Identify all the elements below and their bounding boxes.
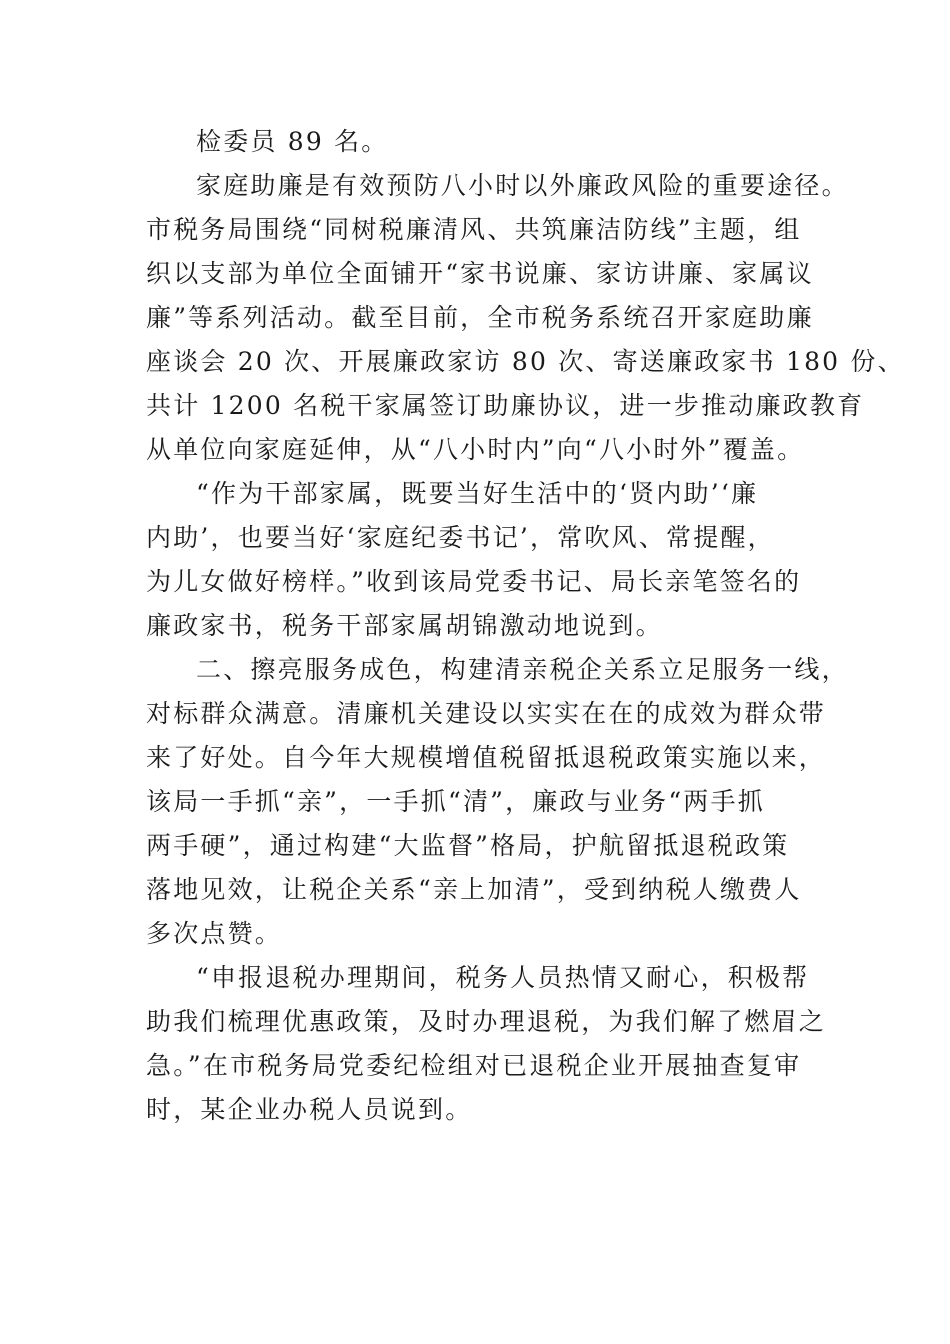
text-line: 织以支部为单位全面铺开“家书说廉、家访讲廉、家属议	[146, 259, 814, 288]
text-line: 内助’，也要当好‘家庭纪委书记’，常吹风、常提醒，	[146, 523, 775, 552]
text-line: 落地见效，让税企关系“亲上加清”，受到纳税人缴费人	[146, 875, 802, 904]
text-line: 共计 1200 名税干家属签订助廉协议，进一步推动廉政教育	[146, 391, 865, 420]
text-line: 检委员 89 名。	[196, 127, 389, 156]
section-heading-line: 二、擦亮服务成色，构建清亲税企关系立足服务一线，	[196, 655, 849, 684]
paragraph-start-line: “作为干部家属，既要当好生活中的‘贤内助’‘廉	[196, 479, 759, 508]
text-line: 来了好处。自今年大规模增值税留抵退税政策实施以来，	[146, 743, 827, 772]
text-line: 时，某企业办税人员说到。	[146, 1095, 473, 1124]
text-line: 两手硬”，通过构建“大监督”格局，护航留抵退税政策	[146, 831, 790, 860]
text-line: 市税务局围绕“同树税廉清风、共筑廉洁防线”主题，组	[146, 215, 802, 244]
document-body	[146, 120, 905, 1132]
paragraph-start-line: “申报退税办理期间，税务人员热情又耐心，积极帮	[196, 963, 810, 992]
text-line: 急。”在市税务局党委纪检组对已退税企业开展抽查复审	[146, 1051, 802, 1080]
text-line: 座谈会 20 次、开展廉政家访 80 次、寄送廉政家书 180 份、	[146, 347, 905, 376]
text-line: 该局一手抓“亲”，一手抓“清”，廉政与业务“两手抓	[146, 787, 765, 816]
paragraph-start-line: 家庭助廉是有效预防八小时以外廉政风险的重要途径。	[196, 171, 849, 200]
text-line: 为儿女做好榜样。”收到该局党委书记、局长亲笔签名的	[146, 567, 802, 596]
text-line: 助我们梳理优惠政策，及时办理退税，为我们解了燃眉之	[146, 1007, 827, 1036]
text-line: 从单位向家庭延伸，从“八小时内”向“八小时外”覆盖。	[146, 435, 805, 464]
text-line: 廉”等系列活动。截至目前，全市税务系统召开家庭助廉	[146, 303, 814, 332]
text-line: 廉政家书，税务干部家属胡锦激动地说到。	[146, 611, 663, 640]
text-line: 对标群众满意。清廉机关建设以实实在在的成效为群众带	[146, 699, 827, 728]
text-line: 多次点赞。	[146, 919, 283, 948]
